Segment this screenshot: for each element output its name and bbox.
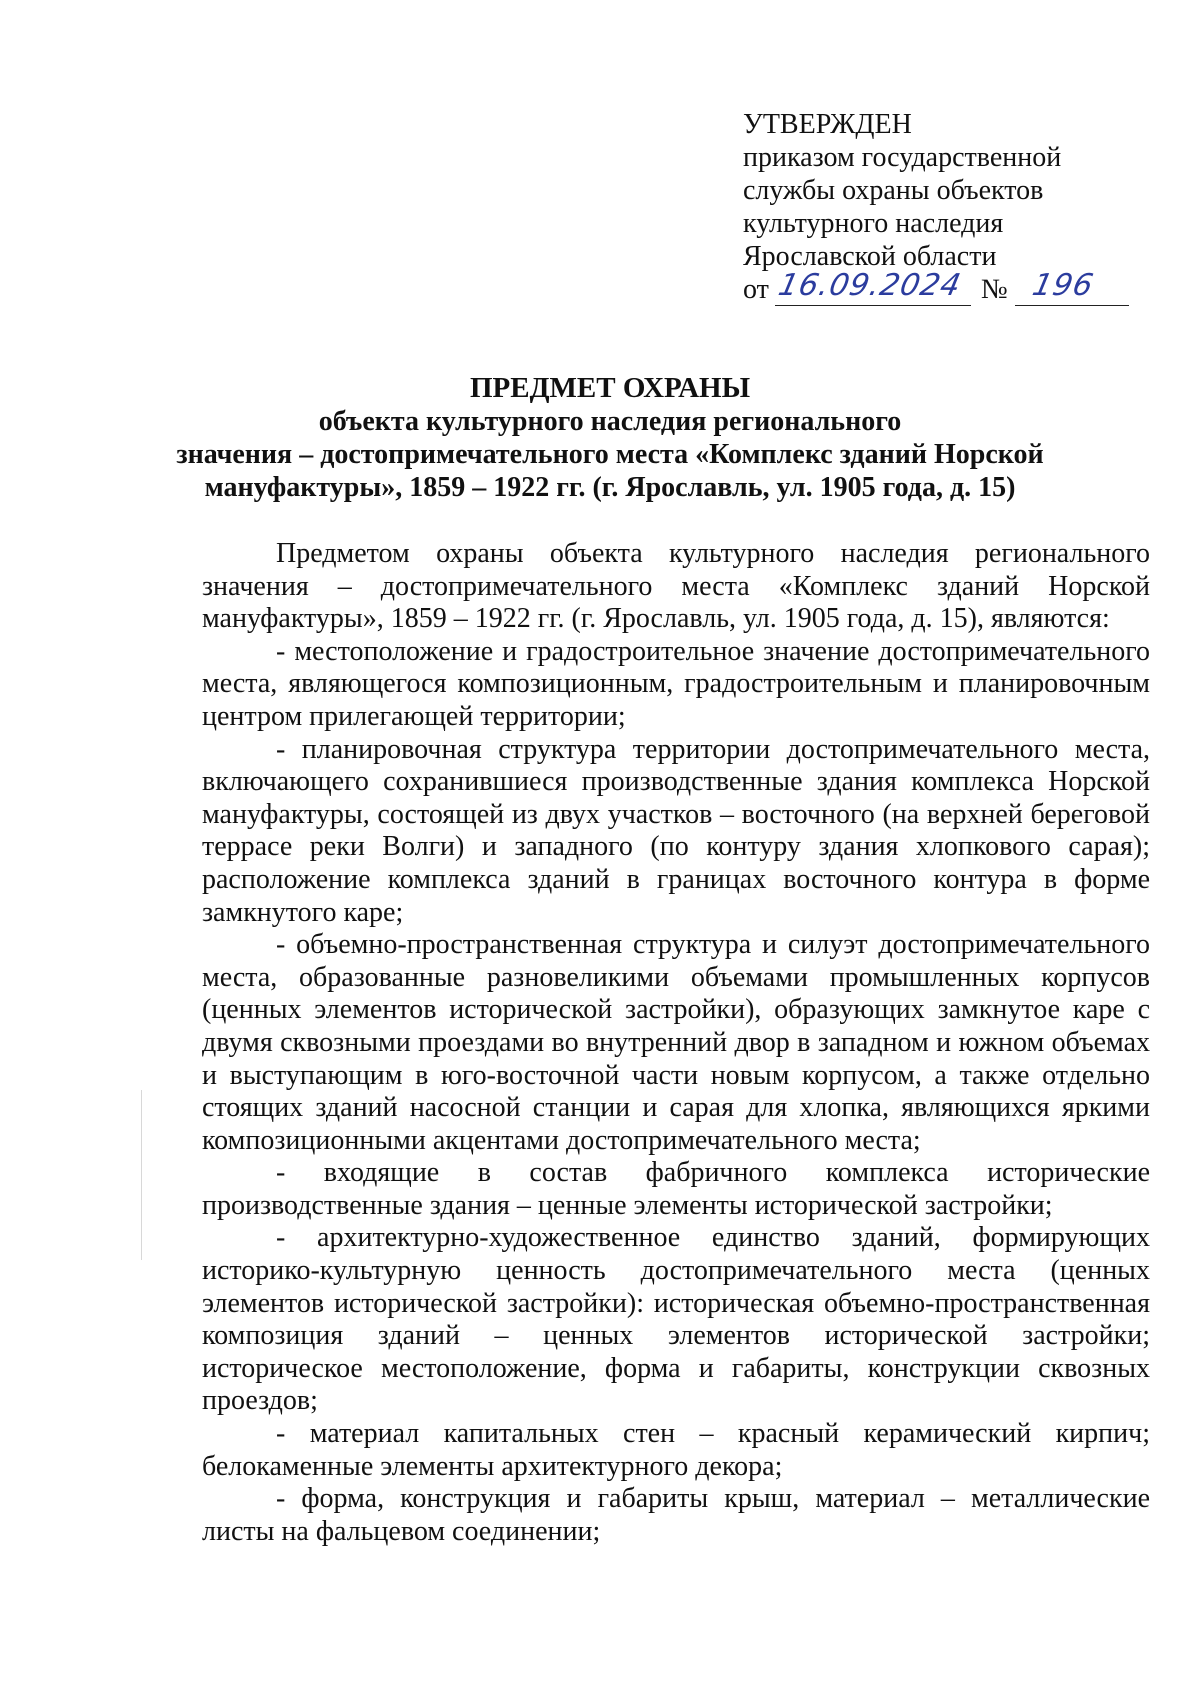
body-paragraph: - форма, конструкция и габариты крыш, материал – металлические листы на фальцевом соединении;	[202, 1483, 1150, 1547]
title-line: объекта культурного наследия регионального	[318, 406, 902, 437]
approval-line: Ярославской области	[743, 241, 997, 272]
approval-heading: УТВЕРЖДЕН	[743, 109, 912, 140]
document-body	[202, 538, 1150, 1548]
number-prefix: №	[981, 274, 1008, 305]
title-main: ПРЕДМЕТ ОХРАНЫ	[469, 372, 751, 404]
date-prefix: от	[743, 274, 769, 305]
body-paragraph: - планировочная структура территории достопримечательного места, включающего сохранившиеся производственные здания комплекса Норской мануфактуры, состоящей из двух участков – восточного (на верхней береговой террасе реки Волги) и западного (по контуру здания хлопкового сарая); расположение комплекса зданий в границах восточного контура в форме замкнутого каре;	[202, 733, 1150, 928]
document-title	[140, 372, 1080, 504]
body-paragraph: - архитектурно-художественное единство зданий, формирующих историко-культурную ценность достопримечательного места (ценных элементов исторической застройки): историческая объемно-пространственная композиция зданий – ценных элементов исторической застройки; историческое местоположение, форма и габариты, конструкции сквозных проездов;	[202, 1222, 1150, 1417]
body-paragraph: Предметом охраны объекта культурного наследия регионального значения – достопримечательного места «Комплекс зданий Норской мануфактуры», 1859 – 1922 гг. (г. Ярославль, ул. 1905 года, д. 15), являются:	[202, 538, 1150, 635]
approval-block	[743, 108, 1163, 307]
title-line: мануфактуры», 1859 – 1922 гг. (г. Ярославль, ул. 1905 года, д. 15)	[204, 472, 1016, 503]
body-paragraph: - входящие в состав фабричного комплекса исторические производственные здания – ценные элементы исторической застройки;	[202, 1157, 1150, 1221]
title-line: значения – достопримечательного места «Комплекс зданий Норской	[176, 439, 1044, 470]
approval-line: службы охраны объектов	[743, 175, 1044, 206]
handwritten-date: 16.09.2024	[775, 268, 965, 303]
approval-line: культурного наследия	[743, 208, 1004, 239]
body-paragraph: - местоположение и градостроительное значение достопримечательного места, являющегося композиционным, градостроительным и планировочным центром прилегающей территории;	[202, 635, 1150, 732]
handwritten-number: 196	[1029, 268, 1097, 303]
body-paragraph: - объемно-пространственная структура и силуэт достопримечательного места, образованные разновеликими объемами промышленных корпусов (ценных элементов исторической застройки), образующих замкнутое каре с двумя сквозными проездами во внутренний двор в западном и южном объемах и выступающим в юго-восточной части новым корпусом, а также отдельно стоящих зданий насосной станции и сарая для хлопка, являющихся яркими композиционными акцентами достопримечательного места;	[202, 929, 1150, 1156]
approval-line: приказом государственной	[743, 142, 1062, 173]
scan-artifact	[141, 1090, 142, 1260]
body-paragraph: - материал капитальных стен – красный керамический кирпич; белокаменные элементы архитектурного декора;	[202, 1418, 1150, 1482]
approval-date-number-row	[743, 268, 1163, 307]
